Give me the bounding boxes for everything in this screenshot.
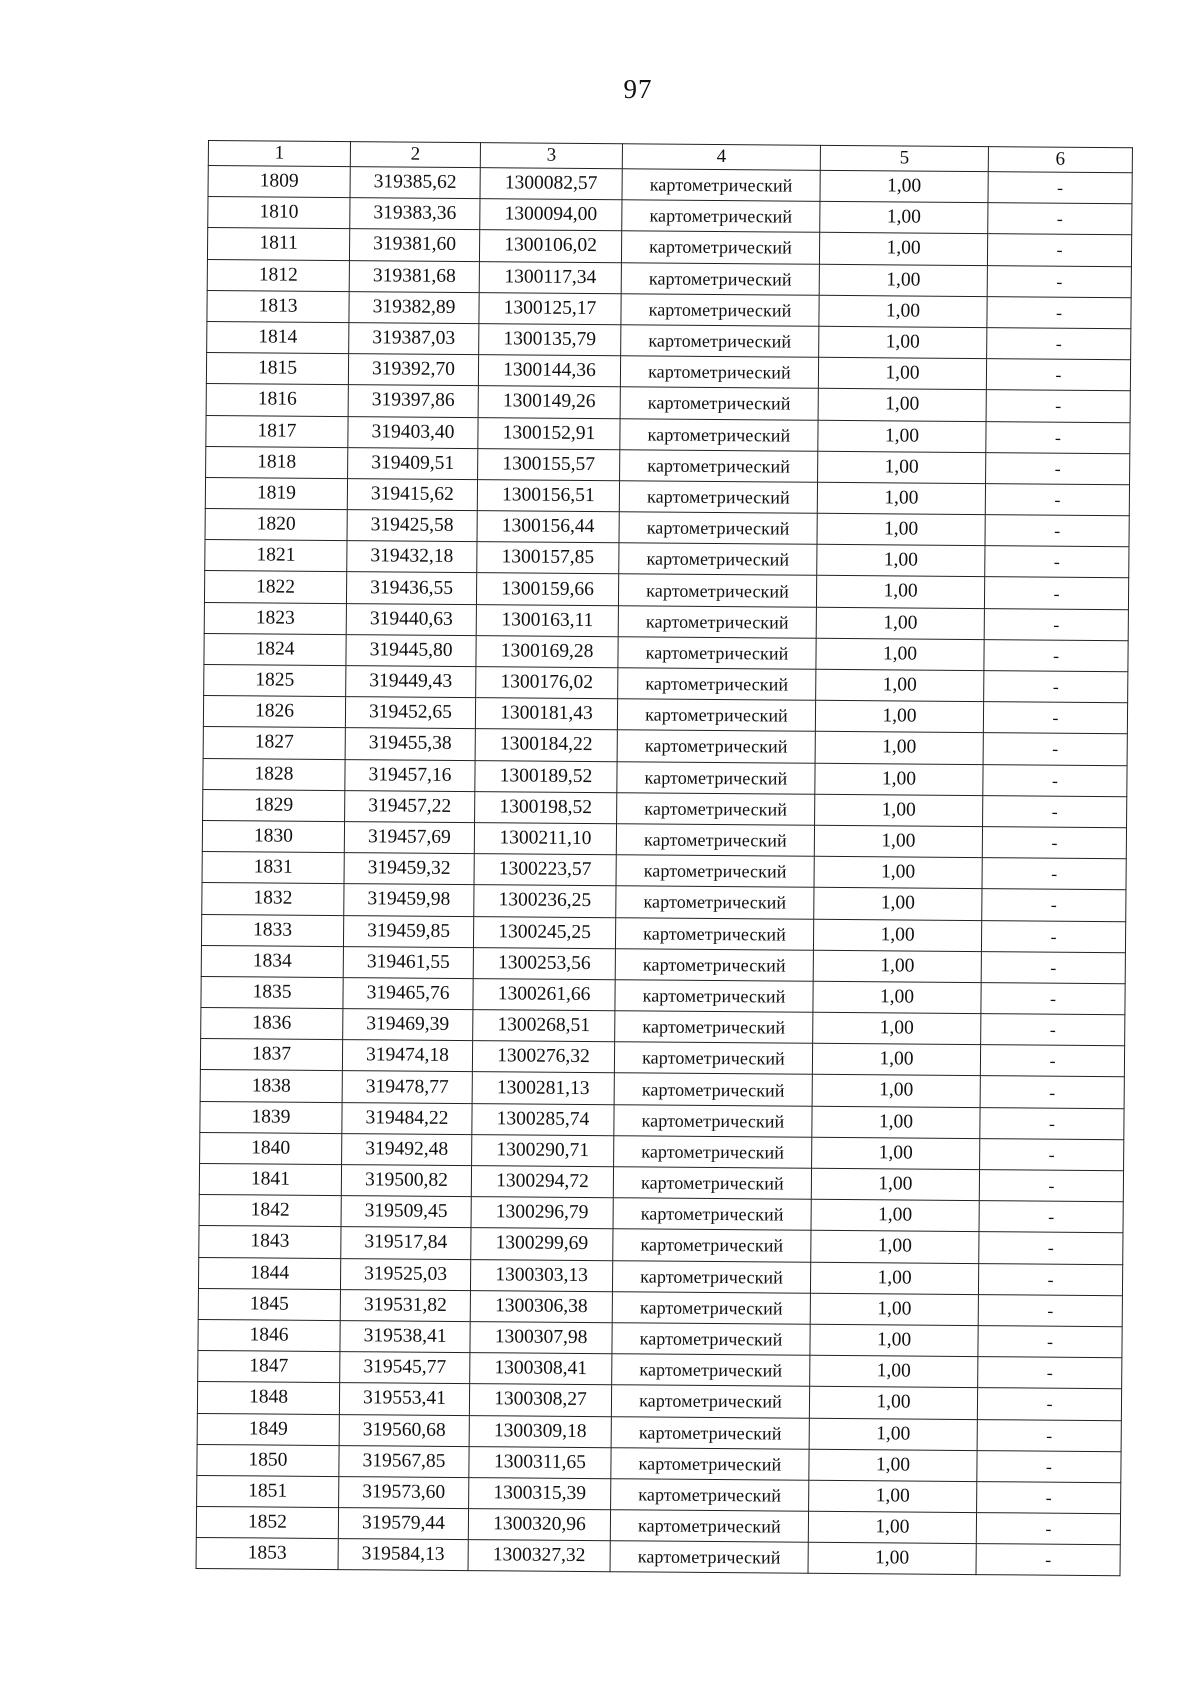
note-cell: - xyxy=(982,858,1126,890)
x-coordinate-cell: 319457,16 xyxy=(345,759,475,791)
accuracy-cell: 1,00 xyxy=(809,1418,977,1451)
y-coordinate-cell: 1300184,22 xyxy=(475,729,617,761)
note-cell: - xyxy=(984,671,1128,703)
column-header-2: 2 xyxy=(350,142,480,168)
note-cell: - xyxy=(987,296,1131,328)
accuracy-cell: 1,00 xyxy=(810,1293,978,1326)
x-coordinate-cell: 319409,51 xyxy=(348,447,478,479)
accuracy-cell: 1,00 xyxy=(820,170,988,203)
method-cell: картометрический xyxy=(613,1167,811,1200)
x-coordinate-cell: 319553,41 xyxy=(339,1383,469,1415)
accuracy-cell: 1,00 xyxy=(815,700,983,733)
y-coordinate-cell: 1300320,96 xyxy=(468,1509,610,1541)
method-cell: картометрический xyxy=(620,449,818,482)
point-number-cell: 1820 xyxy=(205,509,347,541)
accuracy-cell: 1,00 xyxy=(811,1199,979,1232)
note-cell: - xyxy=(977,1450,1121,1482)
y-coordinate-cell: 1300315,39 xyxy=(469,1477,611,1509)
method-cell: картометрический xyxy=(621,325,819,358)
x-coordinate-cell: 319474,18 xyxy=(342,1040,472,1072)
method-cell: картометрический xyxy=(615,1011,813,1044)
note-cell: - xyxy=(988,172,1132,204)
y-coordinate-cell: 1300106,02 xyxy=(479,230,621,262)
x-coordinate-cell: 319545,77 xyxy=(340,1352,470,1384)
method-cell: картометрический xyxy=(618,574,816,607)
y-coordinate-cell: 1300211,10 xyxy=(474,823,616,855)
note-cell: - xyxy=(983,733,1127,765)
column-header-6: 6 xyxy=(988,147,1132,173)
y-coordinate-cell: 1300306,38 xyxy=(470,1290,612,1322)
y-coordinate-cell: 1300276,32 xyxy=(472,1041,614,1073)
point-number-cell: 1840 xyxy=(200,1132,342,1164)
page-number: 97 xyxy=(623,74,653,104)
method-cell: картометрический xyxy=(614,1073,812,1106)
x-coordinate-cell: 319584,13 xyxy=(338,1539,468,1571)
point-number-cell: 1822 xyxy=(204,571,346,603)
y-coordinate-cell: 1300169,28 xyxy=(476,635,618,667)
x-coordinate-cell: 319531,82 xyxy=(340,1289,470,1321)
x-coordinate-cell: 319469,39 xyxy=(343,1009,473,1041)
point-number-cell: 1852 xyxy=(196,1507,338,1539)
y-coordinate-cell: 1300303,13 xyxy=(470,1259,612,1291)
method-cell: картометрический xyxy=(620,418,818,451)
method-cell: картометрический xyxy=(619,543,817,576)
y-coordinate-cell: 1300296,79 xyxy=(471,1197,613,1229)
accuracy-cell: 1,00 xyxy=(812,1075,980,1108)
note-cell: - xyxy=(977,1419,1121,1451)
accuracy-cell: 1,00 xyxy=(816,576,984,609)
point-number-cell: 1814 xyxy=(207,321,349,353)
y-coordinate-cell: 1300311,65 xyxy=(469,1446,611,1478)
x-coordinate-cell: 319445,80 xyxy=(346,634,476,666)
accuracy-cell: 1,00 xyxy=(809,1449,977,1482)
note-cell: - xyxy=(978,1294,1122,1326)
note-cell: - xyxy=(977,1481,1121,1513)
column-header-4: 4 xyxy=(622,144,820,171)
y-coordinate-cell: 1300181,43 xyxy=(475,698,617,730)
accuracy-cell: 1,00 xyxy=(818,357,986,390)
y-coordinate-cell: 1300223,57 xyxy=(474,854,616,886)
method-cell: картометрический xyxy=(613,1198,811,1231)
accuracy-cell: 1,00 xyxy=(814,888,982,921)
x-coordinate-cell: 319525,03 xyxy=(340,1258,470,1290)
x-coordinate-cell: 319381,60 xyxy=(349,229,479,261)
x-coordinate-cell: 319484,22 xyxy=(342,1102,472,1134)
point-number-cell: 1844 xyxy=(198,1257,340,1289)
accuracy-cell: 1,00 xyxy=(814,825,982,858)
x-coordinate-cell: 319459,85 xyxy=(343,915,473,947)
y-coordinate-cell: 1300163,11 xyxy=(476,604,618,636)
x-coordinate-cell: 319478,77 xyxy=(342,1071,472,1103)
note-cell: - xyxy=(986,359,1130,391)
note-cell: - xyxy=(984,577,1128,609)
accuracy-cell: 1,00 xyxy=(817,513,985,546)
note-cell: - xyxy=(978,1357,1122,1389)
x-coordinate-cell: 319403,40 xyxy=(348,416,478,448)
method-cell: картометрический xyxy=(615,980,813,1013)
x-coordinate-cell: 319397,86 xyxy=(348,385,478,417)
note-cell: - xyxy=(983,764,1127,796)
point-number-cell: 1813 xyxy=(207,290,349,322)
x-coordinate-cell: 319449,43 xyxy=(346,666,476,698)
method-cell: картометрический xyxy=(617,699,815,732)
method-cell: картометрический xyxy=(618,605,816,638)
point-number-cell: 1812 xyxy=(207,259,349,291)
method-cell: картометрический xyxy=(621,262,819,295)
y-coordinate-cell: 1300156,51 xyxy=(477,480,619,512)
y-coordinate-cell: 1300261,66 xyxy=(473,978,615,1010)
note-cell: - xyxy=(987,265,1131,297)
point-number-cell: 1841 xyxy=(199,1163,341,1195)
y-coordinate-cell: 1300236,25 xyxy=(474,885,616,917)
x-coordinate-cell: 319387,03 xyxy=(349,323,479,355)
point-number-cell: 1845 xyxy=(198,1288,340,1320)
accuracy-cell: 1,00 xyxy=(817,545,985,578)
accuracy-cell: 1,00 xyxy=(813,950,981,983)
x-coordinate-cell: 319392,70 xyxy=(348,354,478,386)
accuracy-cell: 1,00 xyxy=(808,1511,976,1544)
method-cell: картометрический xyxy=(611,1416,809,1449)
note-cell: - xyxy=(988,203,1132,235)
x-coordinate-cell: 319538,41 xyxy=(340,1321,470,1353)
accuracy-cell: 1,00 xyxy=(819,295,987,328)
note-cell: - xyxy=(978,1326,1122,1358)
point-number-cell: 1846 xyxy=(198,1319,340,1351)
note-cell: - xyxy=(984,639,1128,671)
accuracy-cell: 1,00 xyxy=(813,1012,981,1045)
method-cell: картометрический xyxy=(612,1260,810,1293)
method-cell: картометрический xyxy=(622,200,820,233)
y-coordinate-cell: 1300149,26 xyxy=(478,386,620,418)
accuracy-cell: 1,00 xyxy=(813,919,981,952)
y-coordinate-cell: 1300176,02 xyxy=(476,667,618,699)
method-cell: картометрический xyxy=(615,917,813,950)
point-number-cell: 1811 xyxy=(207,228,349,260)
point-number-cell: 1828 xyxy=(203,758,345,790)
method-cell: картометрический xyxy=(619,512,817,545)
accuracy-cell: 1,00 xyxy=(810,1324,978,1357)
note-cell: - xyxy=(981,920,1125,952)
y-coordinate-cell: 1300281,13 xyxy=(472,1072,614,1104)
note-cell: - xyxy=(986,390,1130,422)
x-coordinate-cell: 319567,85 xyxy=(339,1445,469,1477)
column-header-1: 1 xyxy=(208,141,350,167)
method-cell: картометрический xyxy=(617,792,815,825)
note-cell: - xyxy=(981,982,1125,1014)
point-number-cell: 1851 xyxy=(197,1475,339,1507)
accuracy-cell: 1,00 xyxy=(812,1137,980,1170)
accuracy-cell: 1,00 xyxy=(819,326,987,359)
x-coordinate-cell: 319573,60 xyxy=(339,1476,469,1508)
x-coordinate-cell: 319455,38 xyxy=(345,728,475,760)
method-cell: картометрический xyxy=(620,356,818,389)
note-cell: - xyxy=(978,1263,1122,1295)
point-number-cell: 1829 xyxy=(203,789,345,821)
point-number-cell: 1827 xyxy=(203,727,345,759)
note-cell: - xyxy=(976,1544,1120,1576)
accuracy-cell: 1,00 xyxy=(820,201,988,234)
y-coordinate-cell: 1300125,17 xyxy=(479,292,621,324)
point-number-cell: 1835 xyxy=(201,976,343,1008)
point-number-cell: 1843 xyxy=(199,1226,341,1258)
accuracy-cell: 1,00 xyxy=(814,856,982,889)
y-coordinate-cell: 1300285,74 xyxy=(472,1103,614,1135)
method-cell: картометрический xyxy=(611,1447,809,1480)
accuracy-cell: 1,00 xyxy=(811,1168,979,1201)
accuracy-cell: 1,00 xyxy=(815,794,983,827)
point-number-cell: 1810 xyxy=(208,197,350,229)
point-number-cell: 1848 xyxy=(197,1382,339,1414)
x-coordinate-cell: 319465,76 xyxy=(343,977,473,1009)
y-coordinate-cell: 1300308,41 xyxy=(470,1353,612,1385)
method-cell: картометрический xyxy=(619,481,817,514)
point-number-cell: 1817 xyxy=(206,415,348,447)
note-cell: - xyxy=(987,328,1131,360)
x-coordinate-cell: 319500,82 xyxy=(341,1165,471,1197)
accuracy-cell: 1,00 xyxy=(815,763,983,796)
y-coordinate-cell: 1300152,91 xyxy=(478,417,620,449)
coordinates-table xyxy=(196,140,1133,1577)
y-coordinate-cell: 1300157,85 xyxy=(477,542,619,574)
accuracy-cell: 1,00 xyxy=(819,264,987,297)
x-coordinate-cell: 319461,55 xyxy=(343,946,473,978)
y-coordinate-cell: 1300189,52 xyxy=(475,760,617,792)
point-number-cell: 1815 xyxy=(206,353,348,385)
method-cell: картометрический xyxy=(616,855,814,888)
accuracy-cell: 1,00 xyxy=(819,233,987,266)
point-number-cell: 1825 xyxy=(204,664,346,696)
point-number-cell: 1853 xyxy=(196,1538,338,1570)
note-cell: - xyxy=(984,608,1128,640)
note-cell: - xyxy=(985,515,1129,547)
y-coordinate-cell: 1300245,25 xyxy=(473,916,615,948)
y-coordinate-cell: 1300159,66 xyxy=(476,573,618,605)
method-cell: картометрический xyxy=(612,1291,810,1324)
y-coordinate-cell: 1300327,32 xyxy=(468,1540,610,1572)
note-cell: - xyxy=(987,234,1131,266)
method-cell: картометрический xyxy=(610,1510,808,1543)
y-coordinate-cell: 1300094,00 xyxy=(480,199,622,231)
accuracy-cell: 1,00 xyxy=(816,638,984,671)
x-coordinate-cell: 319432,18 xyxy=(347,541,477,573)
point-number-cell: 1823 xyxy=(204,602,346,634)
note-cell: - xyxy=(979,1170,1123,1202)
note-cell: - xyxy=(982,889,1126,921)
note-cell: - xyxy=(981,951,1125,983)
point-number-cell: 1826 xyxy=(203,696,345,728)
point-number-cell: 1833 xyxy=(201,914,343,946)
point-number-cell: 1830 xyxy=(202,820,344,852)
point-number-cell: 1836 xyxy=(201,1008,343,1040)
method-cell: картометрический xyxy=(621,231,819,264)
note-cell: - xyxy=(983,795,1127,827)
table-row xyxy=(196,1538,1120,1576)
note-cell: - xyxy=(985,546,1129,578)
method-cell: картометрический xyxy=(611,1479,809,1512)
point-number-cell: 1819 xyxy=(205,477,347,509)
method-cell: картометрический xyxy=(610,1541,808,1574)
accuracy-cell: 1,00 xyxy=(816,607,984,640)
x-coordinate-cell: 319492,48 xyxy=(342,1133,472,1165)
x-coordinate-cell: 319459,32 xyxy=(344,853,474,885)
method-cell: картометрический xyxy=(618,637,816,670)
y-coordinate-cell: 1300290,71 xyxy=(472,1134,614,1166)
accuracy-cell: 1,00 xyxy=(809,1480,977,1513)
y-coordinate-cell: 1300156,44 xyxy=(477,511,619,543)
method-cell: картометрический xyxy=(614,1104,812,1137)
note-cell: - xyxy=(983,702,1127,734)
method-cell: картометрический xyxy=(618,668,816,701)
table-body xyxy=(196,166,1132,1577)
x-coordinate-cell: 319415,62 xyxy=(347,478,477,510)
y-coordinate-cell: 1300117,34 xyxy=(479,261,621,293)
note-cell: - xyxy=(980,1107,1124,1139)
note-cell: - xyxy=(977,1388,1121,1420)
x-coordinate-cell: 319381,68 xyxy=(349,260,479,292)
x-coordinate-cell: 319436,55 xyxy=(346,572,476,604)
method-cell: картометрический xyxy=(617,730,815,763)
x-coordinate-cell: 319457,22 xyxy=(345,790,475,822)
accuracy-cell: 1,00 xyxy=(817,482,985,515)
point-number-cell: 1838 xyxy=(200,1070,342,1102)
method-cell: картометрический xyxy=(616,824,814,857)
x-coordinate-cell: 319383,36 xyxy=(350,198,480,230)
method-cell: картометрический xyxy=(614,1042,812,1075)
note-cell: - xyxy=(980,1076,1124,1108)
x-coordinate-cell: 319425,58 xyxy=(347,510,477,542)
note-cell: - xyxy=(981,1014,1125,1046)
point-number-cell: 1809 xyxy=(208,166,350,198)
point-number-cell: 1832 xyxy=(202,883,344,915)
accuracy-cell: 1,00 xyxy=(818,451,986,484)
x-coordinate-cell: 319385,62 xyxy=(350,167,480,199)
x-coordinate-cell: 319452,65 xyxy=(345,697,475,729)
method-cell: картометрический xyxy=(615,948,813,981)
accuracy-cell: 1,00 xyxy=(812,1044,980,1077)
method-cell: картометрический xyxy=(616,886,814,919)
x-coordinate-cell: 319560,68 xyxy=(339,1414,469,1446)
accuracy-cell: 1,00 xyxy=(810,1262,978,1295)
y-coordinate-cell: 1300198,52 xyxy=(475,791,617,823)
y-coordinate-cell: 1300268,51 xyxy=(473,1010,615,1042)
point-number-cell: 1839 xyxy=(200,1101,342,1133)
y-coordinate-cell: 1300294,72 xyxy=(471,1166,613,1198)
method-cell: картометрический xyxy=(621,294,819,327)
y-coordinate-cell: 1300144,36 xyxy=(478,355,620,387)
accuracy-cell: 1,00 xyxy=(810,1355,978,1388)
x-coordinate-cell: 319517,84 xyxy=(341,1227,471,1259)
accuracy-cell: 1,00 xyxy=(812,1106,980,1139)
x-coordinate-cell: 319382,89 xyxy=(349,291,479,323)
point-number-cell: 1837 xyxy=(200,1039,342,1071)
accuracy-cell: 1,00 xyxy=(818,389,986,422)
point-number-cell: 1849 xyxy=(197,1413,339,1445)
note-cell: - xyxy=(979,1201,1123,1233)
y-coordinate-cell: 1300082,57 xyxy=(480,168,622,200)
method-cell: картометрический xyxy=(620,387,818,420)
x-coordinate-cell: 319579,44 xyxy=(338,1508,468,1540)
note-cell: - xyxy=(985,483,1129,515)
y-coordinate-cell: 1300309,18 xyxy=(469,1415,611,1447)
accuracy-cell: 1,00 xyxy=(813,981,981,1014)
point-number-cell: 1831 xyxy=(202,852,344,884)
y-coordinate-cell: 1300135,79 xyxy=(479,324,621,356)
y-coordinate-cell: 1300253,56 xyxy=(473,947,615,979)
y-coordinate-cell: 1300307,98 xyxy=(470,1322,612,1354)
point-number-cell: 1816 xyxy=(206,384,348,416)
method-cell: картометрический xyxy=(611,1385,809,1418)
note-cell: - xyxy=(982,827,1126,859)
x-coordinate-cell: 319440,63 xyxy=(346,603,476,635)
point-number-cell: 1818 xyxy=(206,446,348,478)
note-cell: - xyxy=(980,1045,1124,1077)
point-number-cell: 1834 xyxy=(201,945,343,977)
method-cell: картометрический xyxy=(613,1229,811,1262)
accuracy-cell: 1,00 xyxy=(809,1387,977,1420)
note-cell: - xyxy=(986,421,1130,453)
coordinates-table-container xyxy=(196,140,1132,1577)
method-cell: картометрический xyxy=(612,1323,810,1356)
x-coordinate-cell: 319459,98 xyxy=(344,884,474,916)
method-cell: картометрический xyxy=(622,169,820,202)
column-header-5: 5 xyxy=(820,145,988,171)
y-coordinate-cell: 1300299,69 xyxy=(471,1228,613,1260)
point-number-cell: 1821 xyxy=(205,540,347,572)
accuracy-cell: 1,00 xyxy=(815,732,983,765)
method-cell: картометрический xyxy=(617,761,815,794)
column-header-3: 3 xyxy=(480,143,622,169)
note-cell: - xyxy=(979,1232,1123,1264)
y-coordinate-cell: 1300155,57 xyxy=(478,448,620,480)
accuracy-cell: 1,00 xyxy=(808,1543,976,1576)
x-coordinate-cell: 319457,69 xyxy=(344,822,474,854)
note-cell: - xyxy=(976,1513,1120,1545)
note-cell: - xyxy=(986,452,1130,484)
point-number-cell: 1850 xyxy=(197,1444,339,1476)
method-cell: картометрический xyxy=(614,1136,812,1169)
y-coordinate-cell: 1300308,27 xyxy=(469,1384,611,1416)
method-cell: картометрический xyxy=(612,1354,810,1387)
x-coordinate-cell: 319509,45 xyxy=(341,1196,471,1228)
accuracy-cell: 1,00 xyxy=(811,1231,979,1264)
accuracy-cell: 1,00 xyxy=(818,420,986,453)
point-number-cell: 1842 xyxy=(199,1195,341,1227)
note-cell: - xyxy=(980,1138,1124,1170)
point-number-cell: 1824 xyxy=(204,633,346,665)
accuracy-cell: 1,00 xyxy=(816,669,984,702)
point-number-cell: 1847 xyxy=(198,1351,340,1383)
